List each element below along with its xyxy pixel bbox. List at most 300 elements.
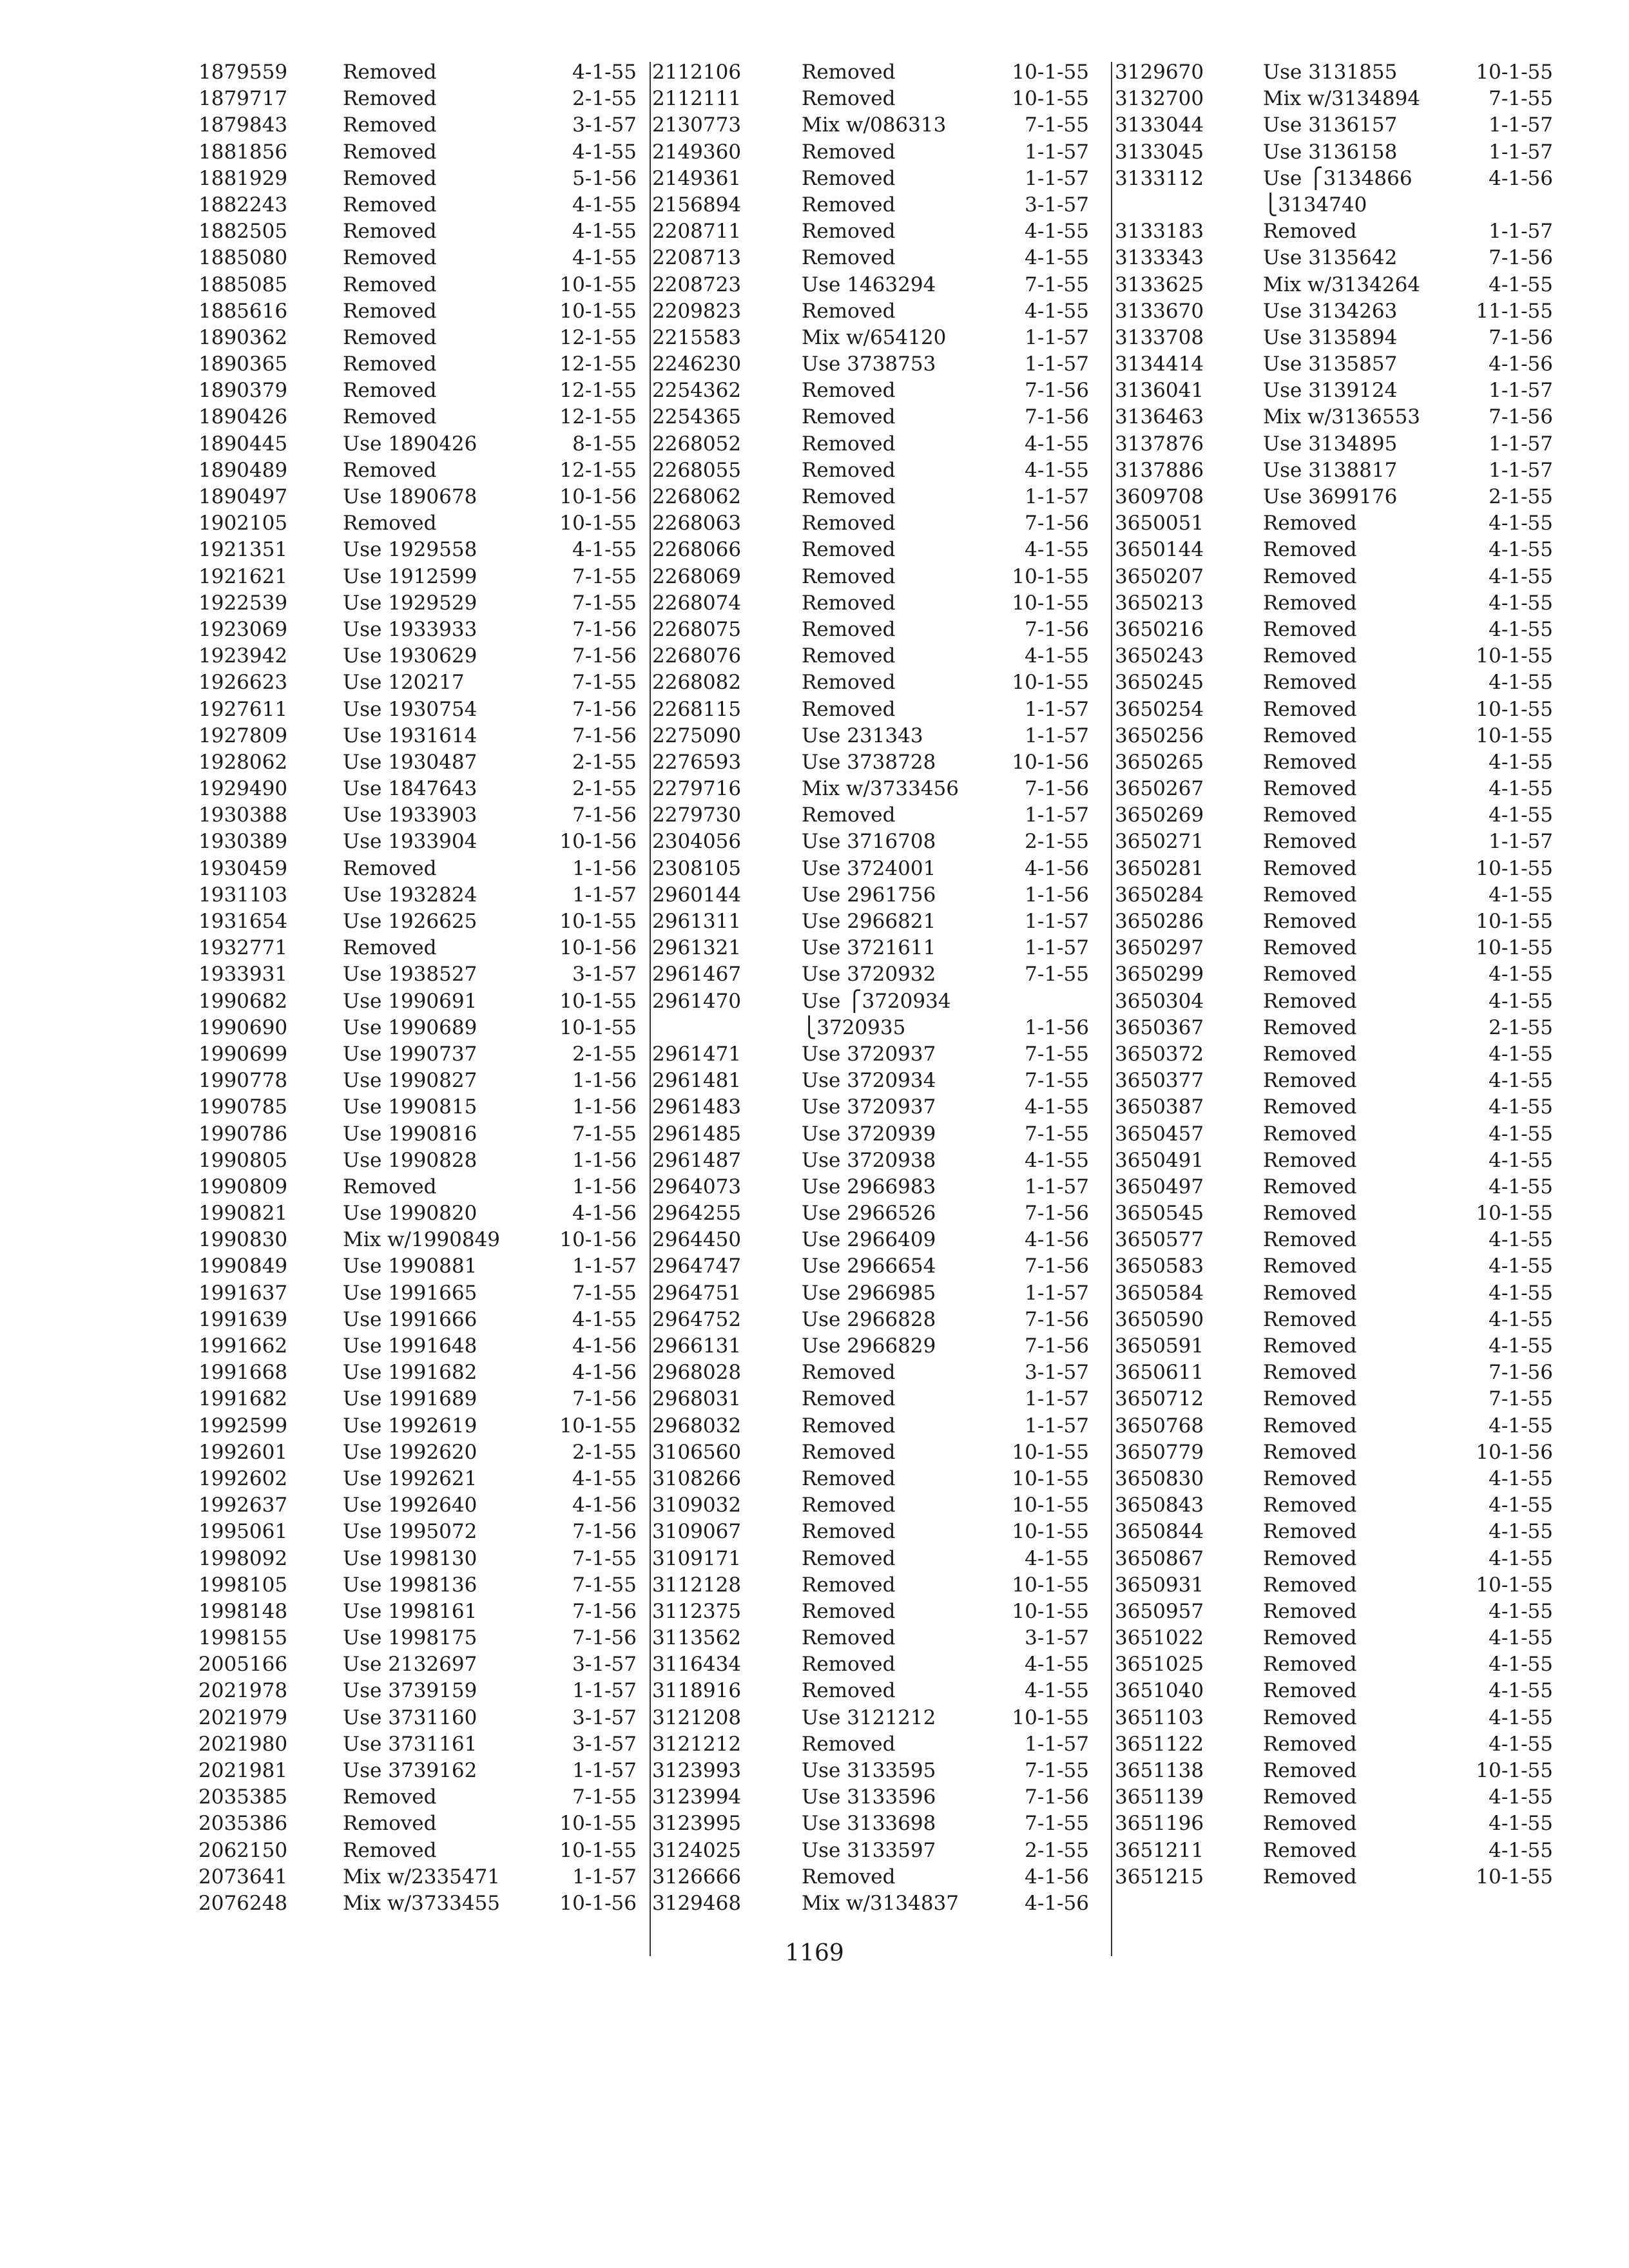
disposition: Removed xyxy=(1263,1307,1357,1331)
list-item xyxy=(1115,988,1553,1015)
list-item xyxy=(198,1572,650,1599)
disposition: Use 3135857 xyxy=(1263,352,1398,376)
part-number: 1990682 xyxy=(198,989,288,1013)
effective-date: 3-1-57 xyxy=(1025,1361,1089,1385)
part-number: 2304056 xyxy=(652,830,742,854)
part-number: 3650299 xyxy=(1115,963,1204,986)
effective-date: 4-1-56 xyxy=(1025,1228,1089,1252)
list-item xyxy=(1115,643,1553,669)
disposition: Mix w/2335471 xyxy=(343,1865,501,1888)
part-number: 2964747 xyxy=(652,1254,742,1278)
effective-date: 12-1-55 xyxy=(559,379,637,403)
effective-date: 7-1-56 xyxy=(572,1520,637,1544)
effective-date: 7-1-55 xyxy=(572,1573,637,1597)
part-number: 1990830 xyxy=(198,1228,288,1252)
list-item xyxy=(198,1253,650,1280)
disposition: Removed xyxy=(1263,777,1357,801)
effective-date: 7-1-56 xyxy=(1025,405,1089,429)
part-number: 3651103 xyxy=(1115,1706,1204,1729)
effective-date: 10-1-55 xyxy=(559,910,637,933)
part-number: 3650457 xyxy=(1115,1122,1204,1146)
list-item xyxy=(198,908,650,935)
disposition: Removed xyxy=(343,87,437,111)
list-item xyxy=(652,166,1103,192)
list-item xyxy=(1115,192,1553,218)
effective-date: 4-1-55 xyxy=(1489,989,1553,1013)
list-item xyxy=(198,112,650,139)
disposition: Use 1991648 xyxy=(343,1334,477,1358)
effective-date: 7-1-55 xyxy=(572,671,637,695)
effective-date: 7-1-56 xyxy=(1025,1307,1089,1331)
effective-date: 10-1-55 xyxy=(1012,1494,1089,1517)
list-item xyxy=(198,829,650,855)
list-item xyxy=(652,749,1103,776)
disposition: Use 1933933 xyxy=(343,617,477,641)
effective-date: 7-1-56 xyxy=(572,617,637,641)
disposition: Removed xyxy=(1263,1759,1357,1782)
effective-date: 1-1-57 xyxy=(1489,458,1553,482)
part-number: 3651025 xyxy=(1115,1653,1204,1677)
part-number: 3109171 xyxy=(652,1546,742,1570)
disposition: Removed xyxy=(1263,1254,1357,1278)
list-item xyxy=(652,1253,1103,1280)
part-number: 3650844 xyxy=(1115,1520,1204,1544)
list-item xyxy=(198,1094,650,1120)
list-item xyxy=(1115,1333,1553,1360)
effective-date: 1-1-57 xyxy=(1025,352,1089,376)
effective-date: 4-1-55 xyxy=(1489,1494,1553,1517)
effective-date: 10-1-55 xyxy=(559,1812,637,1836)
disposition: Use 1991689 xyxy=(343,1387,477,1411)
disposition: Removed xyxy=(343,61,437,84)
disposition: Use 1930629 xyxy=(343,644,477,668)
list-item xyxy=(1115,537,1553,563)
part-number: 1927809 xyxy=(198,724,288,747)
disposition: Removed xyxy=(802,644,896,668)
disposition: Use 2966985 xyxy=(802,1281,936,1305)
part-number: 2268076 xyxy=(652,644,742,668)
list-item xyxy=(652,723,1103,749)
list-item xyxy=(652,590,1103,617)
disposition: Use 1990689 xyxy=(343,1015,477,1039)
disposition: Removed xyxy=(802,1626,896,1650)
part-number: 3650144 xyxy=(1115,538,1204,562)
list-item xyxy=(1115,86,1553,112)
part-number: 2021980 xyxy=(198,1732,288,1756)
list-item xyxy=(652,325,1103,351)
effective-date: 12-1-55 xyxy=(559,405,637,429)
disposition: Use 1933904 xyxy=(343,830,477,854)
part-number: 2961485 xyxy=(652,1122,742,1146)
list-item xyxy=(652,1546,1103,1572)
disposition: Removed xyxy=(1263,512,1357,535)
list-item xyxy=(198,1466,650,1492)
part-number: 3134414 xyxy=(1115,352,1204,376)
column-right xyxy=(1115,59,1553,1890)
disposition: Use 1991665 xyxy=(343,1281,477,1305)
disposition: Removed xyxy=(802,193,896,216)
disposition: Use 1990828 xyxy=(343,1148,477,1172)
effective-date: 7-1-55 xyxy=(572,564,637,588)
part-number: 3650304 xyxy=(1115,989,1204,1013)
list-item xyxy=(652,1731,1103,1758)
effective-date: 12-1-55 xyxy=(559,325,637,349)
disposition: Removed xyxy=(343,1838,437,1862)
part-number: 3650372 xyxy=(1115,1042,1204,1066)
part-number: 3650207 xyxy=(1115,564,1204,588)
part-number: 1990785 xyxy=(198,1095,288,1119)
list-item xyxy=(652,431,1103,457)
effective-date: 3-1-57 xyxy=(572,1706,637,1729)
disposition: Use ⎧3134866 xyxy=(1263,166,1412,190)
part-number: 2961487 xyxy=(652,1148,742,1172)
effective-date: 3-1-57 xyxy=(572,963,637,986)
effective-date: 4-1-55 xyxy=(1489,1520,1553,1544)
part-number: 2961321 xyxy=(652,936,742,960)
disposition: Removed xyxy=(1263,830,1357,854)
disposition: Removed xyxy=(1263,1387,1357,1411)
list-item xyxy=(1115,298,1553,325)
list-item xyxy=(198,1280,650,1307)
list-item xyxy=(652,1758,1103,1784)
disposition: Use 3720937 xyxy=(802,1042,936,1066)
effective-date: 7-1-56 xyxy=(1489,325,1553,349)
disposition: Use 2966654 xyxy=(802,1254,936,1278)
list-item xyxy=(652,272,1103,298)
part-number: 1998148 xyxy=(198,1599,288,1623)
part-number: 1992602 xyxy=(198,1466,288,1490)
effective-date: 4-1-55 xyxy=(1025,1095,1089,1119)
disposition: Removed xyxy=(802,697,896,721)
effective-date: 7-1-56 xyxy=(1025,777,1089,801)
part-number: 2268063 xyxy=(652,512,742,535)
list-item xyxy=(652,1784,1103,1811)
effective-date: 4-1-55 xyxy=(1489,963,1553,986)
effective-date: 4-1-55 xyxy=(1489,617,1553,641)
effective-date: 2-1-55 xyxy=(572,1042,637,1066)
list-item xyxy=(1115,404,1553,430)
list-item xyxy=(1115,325,1553,351)
list-item xyxy=(1115,1253,1553,1280)
part-number: 3651196 xyxy=(1115,1812,1204,1836)
part-number: 1995061 xyxy=(198,1520,288,1544)
disposition: Mix w/3136553 xyxy=(1263,405,1421,429)
list-item xyxy=(198,245,650,271)
list-item xyxy=(1115,1572,1553,1599)
disposition: Use 1990737 xyxy=(343,1042,477,1066)
part-number: 3651040 xyxy=(1115,1679,1204,1703)
effective-date: 10-1-55 xyxy=(1012,61,1089,84)
effective-date: 1-1-56 xyxy=(1025,1015,1089,1039)
disposition: Use 1931614 xyxy=(343,724,477,747)
part-number: 3650377 xyxy=(1115,1069,1204,1093)
effective-date: 4-1-56 xyxy=(572,1202,637,1225)
disposition: Use 1990815 xyxy=(343,1095,477,1119)
part-number: 3650051 xyxy=(1115,512,1204,535)
part-number: 3133625 xyxy=(1115,273,1204,296)
disposition: Removed xyxy=(802,1387,896,1411)
part-number: 2156894 xyxy=(652,193,742,216)
effective-date: 10-1-55 xyxy=(1476,1573,1553,1597)
disposition: Removed xyxy=(343,405,437,429)
effective-date: 1-1-57 xyxy=(1025,803,1089,827)
effective-date: 4-1-55 xyxy=(1489,803,1553,827)
list-item xyxy=(652,1041,1103,1068)
disposition: Use 3134895 xyxy=(1263,432,1398,456)
effective-date: 10-1-55 xyxy=(1476,936,1553,960)
disposition: Use 3716708 xyxy=(802,830,936,854)
disposition: Removed xyxy=(802,220,896,244)
part-number: 2035385 xyxy=(198,1785,288,1809)
effective-date: 4-1-55 xyxy=(572,220,637,244)
part-number: 3650584 xyxy=(1115,1281,1204,1305)
disposition: Mix w/654120 xyxy=(802,325,947,349)
disposition: Removed xyxy=(802,1573,896,1597)
effective-date: 10-1-55 xyxy=(1476,697,1553,721)
part-number: 2268055 xyxy=(652,458,742,482)
effective-date: 4-1-55 xyxy=(1489,1281,1553,1305)
part-number: 1992637 xyxy=(198,1494,288,1517)
effective-date: 10-1-55 xyxy=(1012,1440,1089,1464)
disposition: Use 3136158 xyxy=(1263,140,1398,164)
part-number: 1923942 xyxy=(198,644,288,668)
list-item xyxy=(198,802,650,829)
disposition: Removed xyxy=(802,1546,896,1570)
effective-date: 7-1-56 xyxy=(1025,1334,1089,1358)
effective-date: 4-1-55 xyxy=(1025,538,1089,562)
part-number: 3136041 xyxy=(1115,379,1204,403)
effective-date: 4-1-56 xyxy=(572,1334,637,1358)
effective-date: 4-1-55 xyxy=(1489,1466,1553,1490)
disposition: Removed xyxy=(1263,671,1357,695)
effective-date: 4-1-55 xyxy=(1025,1653,1089,1677)
disposition: Removed xyxy=(802,1679,896,1703)
disposition: Removed xyxy=(343,936,437,960)
list-item xyxy=(198,856,650,882)
list-item xyxy=(198,1546,650,1572)
effective-date: 4-1-55 xyxy=(1489,1175,1553,1198)
effective-date: 1-1-56 xyxy=(572,1069,637,1093)
disposition: Use 3136157 xyxy=(1263,113,1398,137)
disposition: Removed xyxy=(802,246,896,270)
part-number: 3650712 xyxy=(1115,1387,1204,1411)
part-number: 2966131 xyxy=(652,1334,742,1358)
effective-date: 2-1-55 xyxy=(572,777,637,801)
disposition: Removed xyxy=(343,299,437,323)
list-item xyxy=(1115,749,1553,776)
list-item xyxy=(198,1758,650,1784)
effective-date: 7-1-56 xyxy=(572,724,637,747)
effective-date: 7-1-56 xyxy=(1025,1254,1089,1278)
effective-date: 1-1-57 xyxy=(1025,1281,1089,1305)
disposition: Removed xyxy=(802,458,896,482)
disposition: Use 1930754 xyxy=(343,697,477,721)
effective-date: 4-1-55 xyxy=(572,246,637,270)
disposition: Removed xyxy=(802,617,896,641)
part-number: 2268052 xyxy=(652,432,742,456)
part-number: 1890445 xyxy=(198,432,288,456)
list-item xyxy=(652,564,1103,590)
effective-date: 7-1-55 xyxy=(572,1785,637,1809)
disposition: Removed xyxy=(343,379,437,403)
list-item xyxy=(652,1360,1103,1386)
disposition: Removed xyxy=(1263,989,1357,1013)
part-number: 1931654 xyxy=(198,910,288,933)
effective-date: 7-1-55 xyxy=(572,1546,637,1570)
list-item xyxy=(652,935,1103,961)
list-item xyxy=(652,1625,1103,1651)
effective-date: 2-1-55 xyxy=(1489,1015,1553,1039)
disposition: Use 3139124 xyxy=(1263,379,1398,403)
disposition: Use 2966409 xyxy=(802,1228,936,1252)
disposition: Use 3720939 xyxy=(802,1122,936,1146)
part-number: 1927611 xyxy=(198,697,288,721)
list-item xyxy=(198,325,650,351)
part-number: 3651022 xyxy=(1115,1626,1204,1650)
effective-date: 4-1-55 xyxy=(1025,220,1089,244)
part-number: 2968032 xyxy=(652,1414,742,1437)
effective-date: 1-1-57 xyxy=(1489,220,1553,244)
effective-date: 4-1-55 xyxy=(1025,1546,1089,1570)
list-item xyxy=(1115,1041,1553,1068)
list-item xyxy=(1115,112,1553,139)
part-number: 1930388 xyxy=(198,803,288,827)
list-item xyxy=(198,1731,650,1758)
effective-date: 7-1-55 xyxy=(1025,273,1089,296)
part-number: 1991637 xyxy=(198,1281,288,1305)
part-number: 1902105 xyxy=(198,512,288,535)
list-item xyxy=(652,1838,1103,1864)
list-item xyxy=(198,1148,650,1174)
list-item xyxy=(1115,1784,1553,1811)
disposition: Use 3135642 xyxy=(1263,246,1398,270)
effective-date: 4-1-55 xyxy=(1489,512,1553,535)
effective-date: 7-1-55 xyxy=(572,1122,637,1146)
disposition: Removed xyxy=(802,140,896,164)
part-number: 1928062 xyxy=(198,750,288,774)
list-item xyxy=(198,1864,650,1890)
disposition: Removed xyxy=(343,325,437,349)
disposition: Removed xyxy=(802,1414,896,1437)
part-number: 1930459 xyxy=(198,856,288,880)
part-number: 3133343 xyxy=(1115,246,1204,270)
part-number: 1890379 xyxy=(198,379,288,403)
part-number: 2279716 xyxy=(652,777,742,801)
disposition: Removed xyxy=(1263,1732,1357,1756)
list-item xyxy=(652,484,1103,510)
part-number: 3650281 xyxy=(1115,856,1204,880)
effective-date: 4-1-55 xyxy=(572,140,637,164)
part-number: 2246230 xyxy=(652,352,742,376)
list-item xyxy=(1115,351,1553,378)
list-item xyxy=(652,1386,1103,1412)
part-number: 3650577 xyxy=(1115,1228,1204,1252)
disposition: Removed xyxy=(343,166,437,190)
disposition: Removed xyxy=(1263,1122,1357,1146)
disposition: Removed xyxy=(1263,803,1357,827)
list-item xyxy=(198,139,650,166)
part-number: 3650245 xyxy=(1115,671,1204,695)
list-item xyxy=(652,1492,1103,1519)
part-number: 3650243 xyxy=(1115,644,1204,668)
part-number: 3133045 xyxy=(1115,140,1204,164)
part-number: 1881929 xyxy=(198,166,288,190)
list-item xyxy=(652,112,1103,139)
disposition: Removed xyxy=(1263,1653,1357,1677)
disposition: Use 1990816 xyxy=(343,1122,477,1146)
disposition: Use 1998130 xyxy=(343,1546,477,1570)
part-number: 1882243 xyxy=(198,193,288,216)
list-item xyxy=(198,935,650,961)
list-item xyxy=(198,697,650,723)
effective-date: 4-1-55 xyxy=(1489,1785,1553,1809)
list-item xyxy=(1115,510,1553,537)
disposition: Removed xyxy=(343,512,437,535)
part-number: 1990786 xyxy=(198,1122,288,1146)
part-number: 2268062 xyxy=(652,485,742,508)
part-number: 2276593 xyxy=(652,750,742,774)
effective-date: 10-1-56 xyxy=(559,936,637,960)
part-number: 3650591 xyxy=(1115,1334,1204,1358)
list-item xyxy=(198,643,650,669)
column-left xyxy=(198,59,650,1917)
effective-date: 7-1-55 xyxy=(1025,113,1089,137)
part-number: 1879559 xyxy=(198,61,288,84)
part-number: 2964255 xyxy=(652,1202,742,1225)
part-number: 1990699 xyxy=(198,1042,288,1066)
effective-date: 4-1-55 xyxy=(1025,1148,1089,1172)
disposition: Removed xyxy=(802,61,896,84)
part-number: 3650583 xyxy=(1115,1254,1204,1278)
list-item xyxy=(652,1864,1103,1890)
effective-date: 3-1-57 xyxy=(572,113,637,137)
list-item xyxy=(652,1890,1103,1917)
part-number: 2076248 xyxy=(198,1891,288,1915)
list-item xyxy=(652,457,1103,484)
effective-date: 7-1-56 xyxy=(1489,405,1553,429)
effective-date: 7-1-56 xyxy=(1025,512,1089,535)
list-item xyxy=(1115,829,1553,855)
list-item xyxy=(198,1413,650,1439)
effective-date: 4-1-55 xyxy=(1489,671,1553,695)
list-item xyxy=(652,1227,1103,1253)
disposition: Removed xyxy=(802,1732,896,1756)
part-number: 3650491 xyxy=(1115,1148,1204,1172)
list-item xyxy=(198,988,650,1015)
disposition: Use 1847643 xyxy=(343,777,477,801)
part-number: 3650265 xyxy=(1115,750,1204,774)
list-item xyxy=(652,298,1103,325)
effective-date: 1-1-57 xyxy=(1489,379,1553,403)
disposition: Use 1890678 xyxy=(343,485,477,508)
part-number: 2961467 xyxy=(652,963,742,986)
list-item xyxy=(1115,1651,1553,1678)
effective-date: 10-1-56 xyxy=(559,485,637,508)
effective-date: 1-1-57 xyxy=(1489,113,1553,137)
effective-date: 10-1-55 xyxy=(1476,910,1553,933)
part-number: 1931103 xyxy=(198,883,288,907)
disposition: Removed xyxy=(802,1361,896,1385)
effective-date: 10-1-55 xyxy=(1012,591,1089,615)
disposition: Removed xyxy=(1263,1785,1357,1809)
part-number: 2149360 xyxy=(652,140,742,164)
disposition: Removed xyxy=(343,273,437,296)
list-item xyxy=(652,1572,1103,1599)
part-number: 3651215 xyxy=(1115,1865,1204,1888)
list-item xyxy=(1115,1864,1553,1890)
effective-date: 4-1-55 xyxy=(1489,1626,1553,1650)
part-number: 3650286 xyxy=(1115,910,1204,933)
